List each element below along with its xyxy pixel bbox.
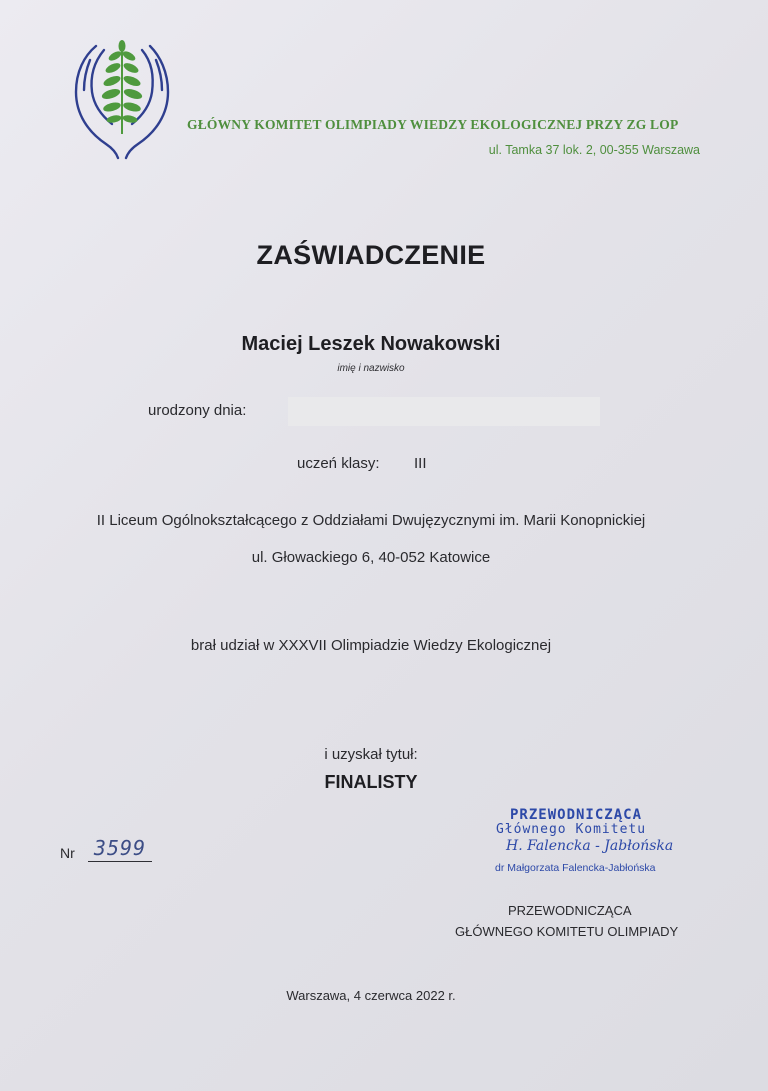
- certificate-number-label: Nr: [60, 845, 75, 861]
- class-label: uczeń klasy:: [297, 455, 380, 472]
- stamp-name: dr Małgorzata Falencka-Jabłońska: [495, 862, 656, 874]
- handwritten-signature: H. Falencka - Jabłońska: [506, 838, 674, 854]
- school-name: II Liceum Ogólnokształcącego z Oddziałami Dwujęzycznymi im. Marii Konopnickiej: [96, 512, 646, 529]
- redacted-birth-date: [288, 397, 600, 426]
- class-value: III: [414, 455, 427, 472]
- hands-holding-plant-icon: [66, 36, 178, 162]
- name-caption: imię i nazwisko: [337, 363, 405, 374]
- student-name: Maciej Leszek Nowakowski: [241, 333, 501, 355]
- stamp-title: PRZEWODNICZĄCA: [510, 807, 643, 823]
- stamp-subtitle: Głównego Komitetu: [496, 822, 647, 837]
- place-and-date: Warszawa, 4 czerwca 2022 r.: [286, 988, 456, 1003]
- signatory-role: PRZEWODNICZĄCA: [508, 903, 632, 918]
- organization-address: ul. Tamka 37 lok. 2, 00-355 Warszawa: [488, 143, 700, 157]
- birth-date-label: urodzony dnia:: [148, 402, 247, 419]
- title-label: i uzyskał tytuł:: [324, 746, 418, 763]
- school-address: ul. Głowackiego 6, 40-052 Katowice: [251, 549, 491, 566]
- participation-statement: brał udział w XXXVII Olimpiadzie Wiedzy Ekologicznej: [190, 637, 552, 654]
- title-value: FINALISTY: [324, 772, 418, 792]
- certificate-number: 3599: [88, 836, 152, 862]
- signatory-committee: GŁÓWNEGO KOMITETU OLIMPIADY: [455, 924, 679, 939]
- document-title: ZAŚWIADCZENIE: [256, 240, 486, 270]
- organization-name: GŁÓWNY KOMITET OLIMPIADY WIEDZY EKOLOGICZNEJ PRZY ZG LOP: [187, 117, 679, 132]
